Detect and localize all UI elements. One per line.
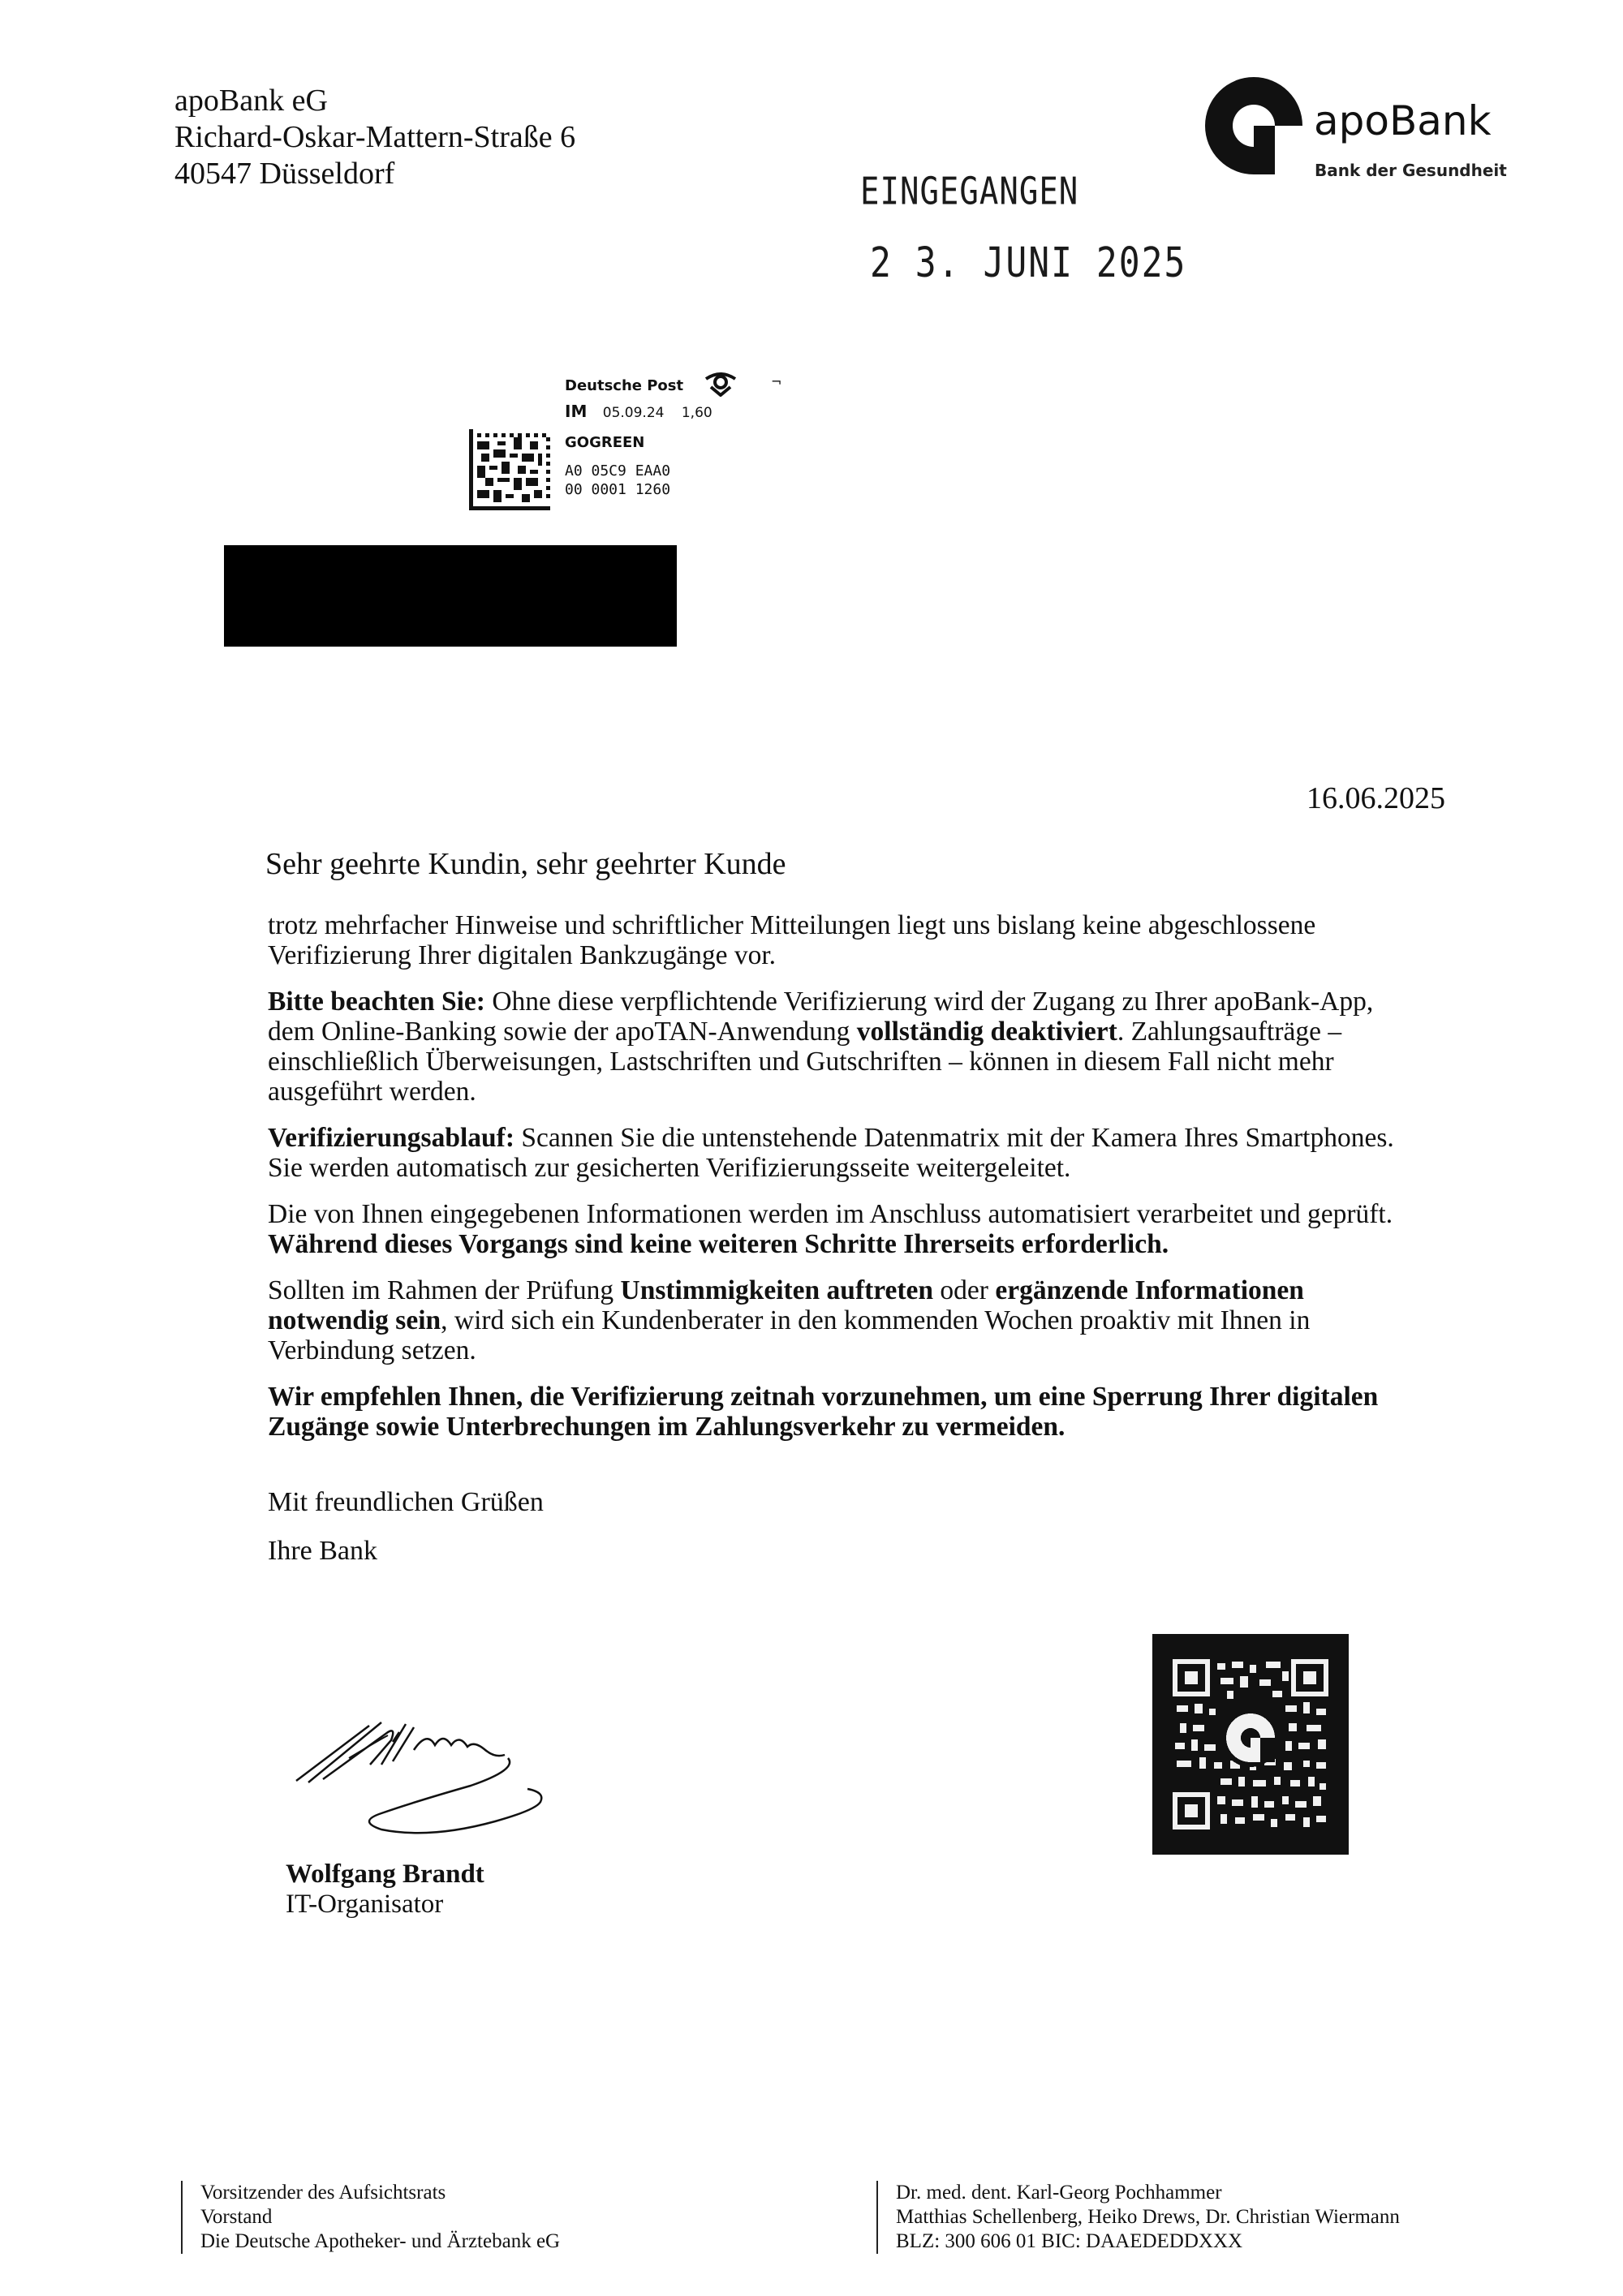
logo-name: apoBank	[1314, 97, 1492, 144]
closing	[268, 1487, 544, 1584]
procedure-label: Verifizierungsablauf:	[268, 1123, 514, 1153]
recommendation-text: Wir empfehlen Ihnen, die Verifizierung zeitnah vorzunehmen, um eine Sperrung Ihrer digitalen Zugänge sowie Unterbrechungen im Zahlungsverkehr zu vermeiden.	[268, 1382, 1379, 1442]
signer-name: Wolfgang Brandt	[286, 1860, 484, 1889]
discrepancies-text-b: oder	[933, 1275, 996, 1305]
postage-product: GOGREEN	[565, 434, 645, 451]
notice-label: Bitte beachten Sie:	[268, 987, 485, 1017]
paragraph-intro	[268, 910, 1412, 970]
letter-body	[268, 910, 1412, 1458]
postage-code	[565, 462, 670, 499]
footer-right-line2: Matthias Schellenberg, Heiko Drews, Dr. Christian Wiermann	[896, 2206, 1400, 2228]
redacted-recipient-address	[224, 545, 677, 647]
apobank-logo-icon	[1203, 75, 1305, 177]
postage-franking	[469, 369, 810, 515]
postage-datamatrix-icon	[469, 429, 550, 510]
salutation: Sehr geehrte Kundin, sehr geehrter Kunde	[265, 847, 786, 881]
letter-date: 16.06.2025	[1307, 781, 1445, 815]
footer-left-line3: Die Deutsche Apotheker- und Ärztebank eG	[200, 2230, 561, 2252]
processing-text: Die von Ihnen eingegebenen Informationen werden im Anschluss automatisiert verarbeitet und geprüft.	[268, 1199, 1393, 1229]
notice-emphasis: vollständig deaktiviert	[856, 1017, 1117, 1047]
signer-title: IT-Organisator	[286, 1890, 444, 1919]
postage-brand: Deutsche Post	[565, 377, 684, 394]
post-horn-icon	[703, 369, 738, 397]
closing-greeting: Mit freundlichen Grüßen	[268, 1487, 544, 1517]
postage-info	[565, 402, 712, 421]
postage-date: 05.09.24	[602, 405, 665, 421]
postage-mode: IM	[565, 402, 588, 421]
sender-city: 40547 Düsseldorf	[174, 157, 395, 191]
stamp-date: 2 3. JUNI 2025	[870, 239, 1187, 287]
paragraph-procedure	[268, 1123, 1412, 1183]
footer-right-line1: Dr. med. dent. Karl-Georg Pochhammer	[896, 2182, 1222, 2204]
notice-text-b: . Zahlungsaufträge – einschließlich Überweisungen, Lastschriften und Gutschriften – können in diesem Fall nicht mehr ausgeführt werden.	[268, 1017, 1342, 1107]
discrepancies-emphasis-1: Unstimmigkeiten auftreten	[620, 1275, 934, 1305]
qr-code-icon	[1152, 1634, 1349, 1855]
paragraph-intro-text: trotz mehrfacher Hinweise und schriftlicher Mitteilungen liegt uns bislang keine abgeschlossene Verifizierung Ihrer digitalen Bankzugänge vor.	[268, 910, 1316, 970]
postage-code-line2: 00 0001 1260	[565, 481, 671, 498]
footer-left-line1: Vorsitzender des Aufsichtsrats	[200, 2182, 446, 2204]
received-stamp	[860, 170, 1187, 287]
paragraph-discrepancies	[268, 1275, 1412, 1365]
paragraph-notice	[268, 987, 1412, 1107]
postage-code-line1: A0 05C9 EAA0	[565, 462, 671, 479]
franking-mark: ¬	[771, 374, 782, 389]
notice-text-a: Ohne diese verpflichtende Verifizierung wird der Zugang zu Ihrer apoBank-App, dem Online-Banking sowie der apoTAN-Anwendung	[268, 987, 1374, 1047]
sender-address	[174, 83, 575, 192]
verification-qr-code	[1152, 1634, 1349, 1855]
discrepancies-emphasis-2: ergänzende Informationen notwendig sein	[268, 1275, 1304, 1335]
stamp-label: EINGEGANGEN	[860, 170, 1079, 214]
sender-name: apoBank eG	[174, 84, 328, 118]
sender-street: Richard-Oskar-Mattern-Straße 6	[174, 120, 576, 154]
paragraph-processing	[268, 1199, 1412, 1259]
closing-bank: Ihre Bank	[268, 1536, 378, 1566]
discrepancies-text-c: , wird sich ein Kundenberater in den kommenden Wochen proaktiv mit Ihnen in Verbindung setzen.	[268, 1305, 1311, 1365]
footer-left-line2: Vorstand	[200, 2206, 273, 2228]
processing-emphasis: Während dieses Vorgangs sind keine weiteren Schritte Ihrerseits erforderlich.	[268, 1229, 1169, 1259]
footer-right	[876, 2181, 1400, 2254]
paragraph-recommendation	[268, 1382, 1412, 1442]
footer-left	[181, 2181, 560, 2254]
footer-right-line3: BLZ: 300 606 01 BIC: DAAEDEDDXXX	[896, 2230, 1243, 2252]
signer-block	[286, 1860, 484, 1920]
handwritten-signature	[292, 1708, 633, 1854]
procedure-text: Scannen Sie die untenstehende Datenmatrix mit der Kamera Ihres Smartphones. Sie werden automatisch zur gesicherten Verifizierungsseite weitergeleitet.	[268, 1123, 1394, 1183]
bank-logo	[1203, 75, 1511, 188]
discrepancies-text-a: Sollten im Rahmen der Prüfung	[268, 1275, 621, 1305]
postage-price: 1,60	[681, 405, 712, 421]
logo-tagline: Bank der Gesundheit	[1315, 161, 1507, 180]
